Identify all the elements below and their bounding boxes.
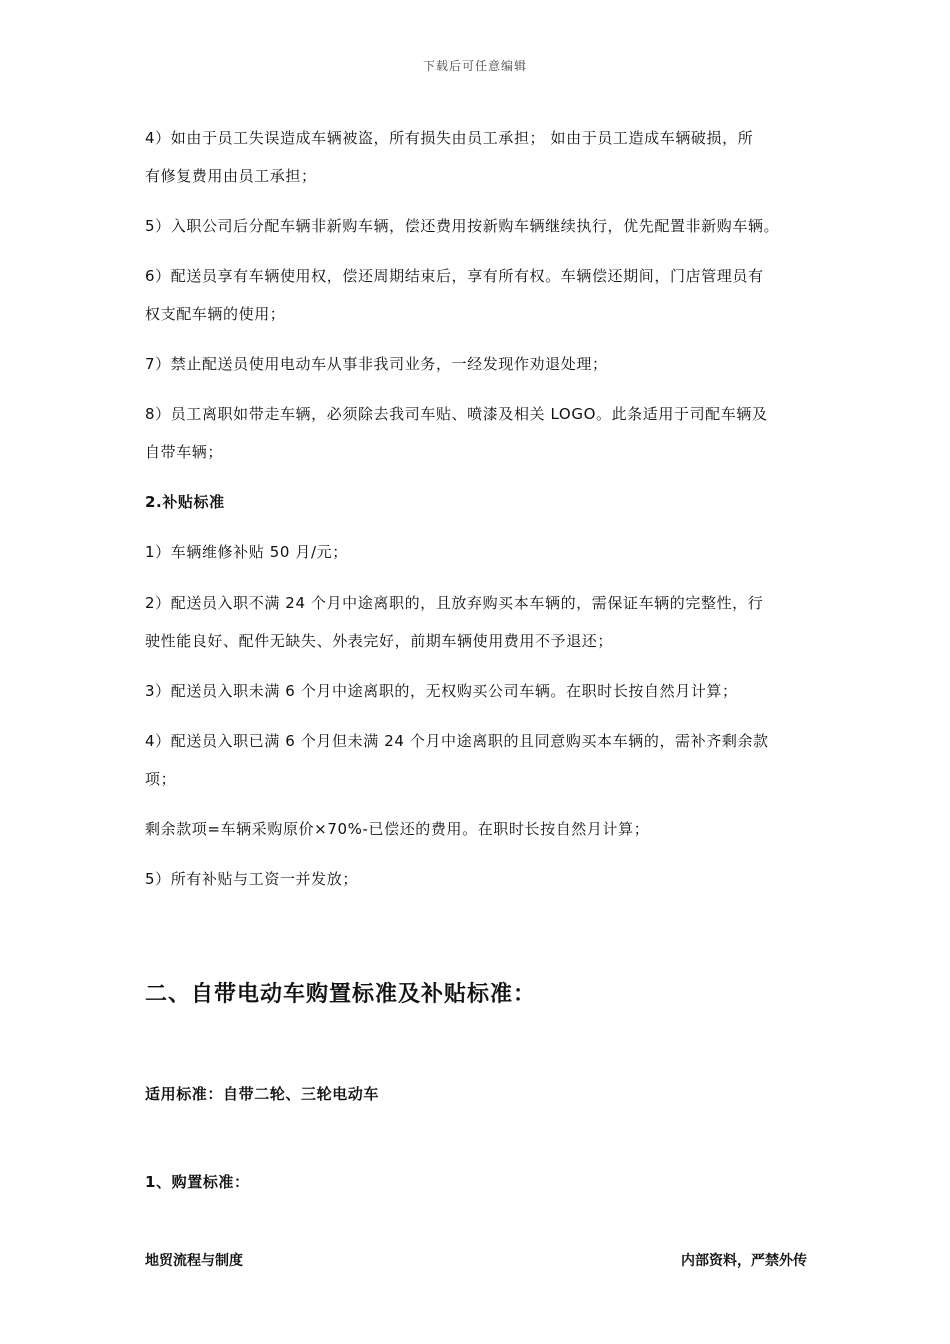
paragraph-line: 6）配送员享有车辆使用权，偿还周期结束后，享有所有权。车辆偿还期间，门店管理员有 — [145, 267, 764, 285]
paragraph-line: 1）车辆维修补贴 50 月/元； — [145, 543, 348, 561]
paragraph-line: 有修复费用由员工承担； — [145, 167, 317, 185]
section-title: 二、自带电动车购置标准及补贴标准： — [145, 982, 537, 1007]
paragraph-line: 8）员工离职如带走车辆，必须除去我司车贴、喷漆及相关 LOGO。此条适用于司配车辆及 — [145, 405, 768, 423]
paragraph-line: 3）配送员入职未满 6 个月中途离职的，无权购买公司车辆。在职时长按自然月计算； — [145, 682, 738, 700]
page-header-note: 下载后可任意编辑 — [422, 59, 527, 73]
paragraph-line: 权支配车辆的使用； — [145, 305, 286, 323]
paragraph-line: 4）配送员入职已满 6 个月但未满 24 个月中途离职的且同意购买本车辆的，需补齐剩余款 — [145, 732, 769, 750]
paragraph-line: 7）禁止配送员使用电动车从事非我司业务，一经发现作劝退处理； — [145, 355, 608, 373]
paragraph-line: 5）入职公司后分配车辆非新购车辆，偿还费用按新购车辆继续执行，优先配置非新购车辆。 — [145, 217, 780, 235]
paragraph-line: 剩余款项=车辆采购原价×70%-已偿还的费用。在职时长按自然月计算； — [145, 820, 650, 838]
paragraph-line: 2）配送员入职不满 24 个月中途离职的，且放弃购买本车辆的，需保证车辆的完整性，行 — [145, 594, 764, 612]
paragraph-line: 驶性能良好、配件无缺失、外表完好，前期车辆使用费用不予退还； — [145, 632, 614, 650]
footer-left-text: 地贸流程与制度 — [145, 1253, 243, 1269]
subsection-heading: 2.补贴标准 — [145, 493, 225, 511]
paragraph-line: 项； — [145, 770, 177, 788]
paragraph-line: 自带车辆； — [145, 443, 224, 461]
applicable-standard: 适用标准：自带二轮、三轮电动车 — [145, 1085, 380, 1103]
footer-right-text: 内部资料，严禁外传 — [681, 1253, 807, 1269]
paragraph-line: 4）如由于员工失误造成车辆被盗，所有损失由员工承担； 如由于员工造成车辆破损，所 — [145, 129, 754, 147]
purchase-standard-heading: 1、购置标准： — [145, 1173, 250, 1191]
paragraph-line: 5）所有补贴与工资一并发放； — [145, 870, 358, 888]
